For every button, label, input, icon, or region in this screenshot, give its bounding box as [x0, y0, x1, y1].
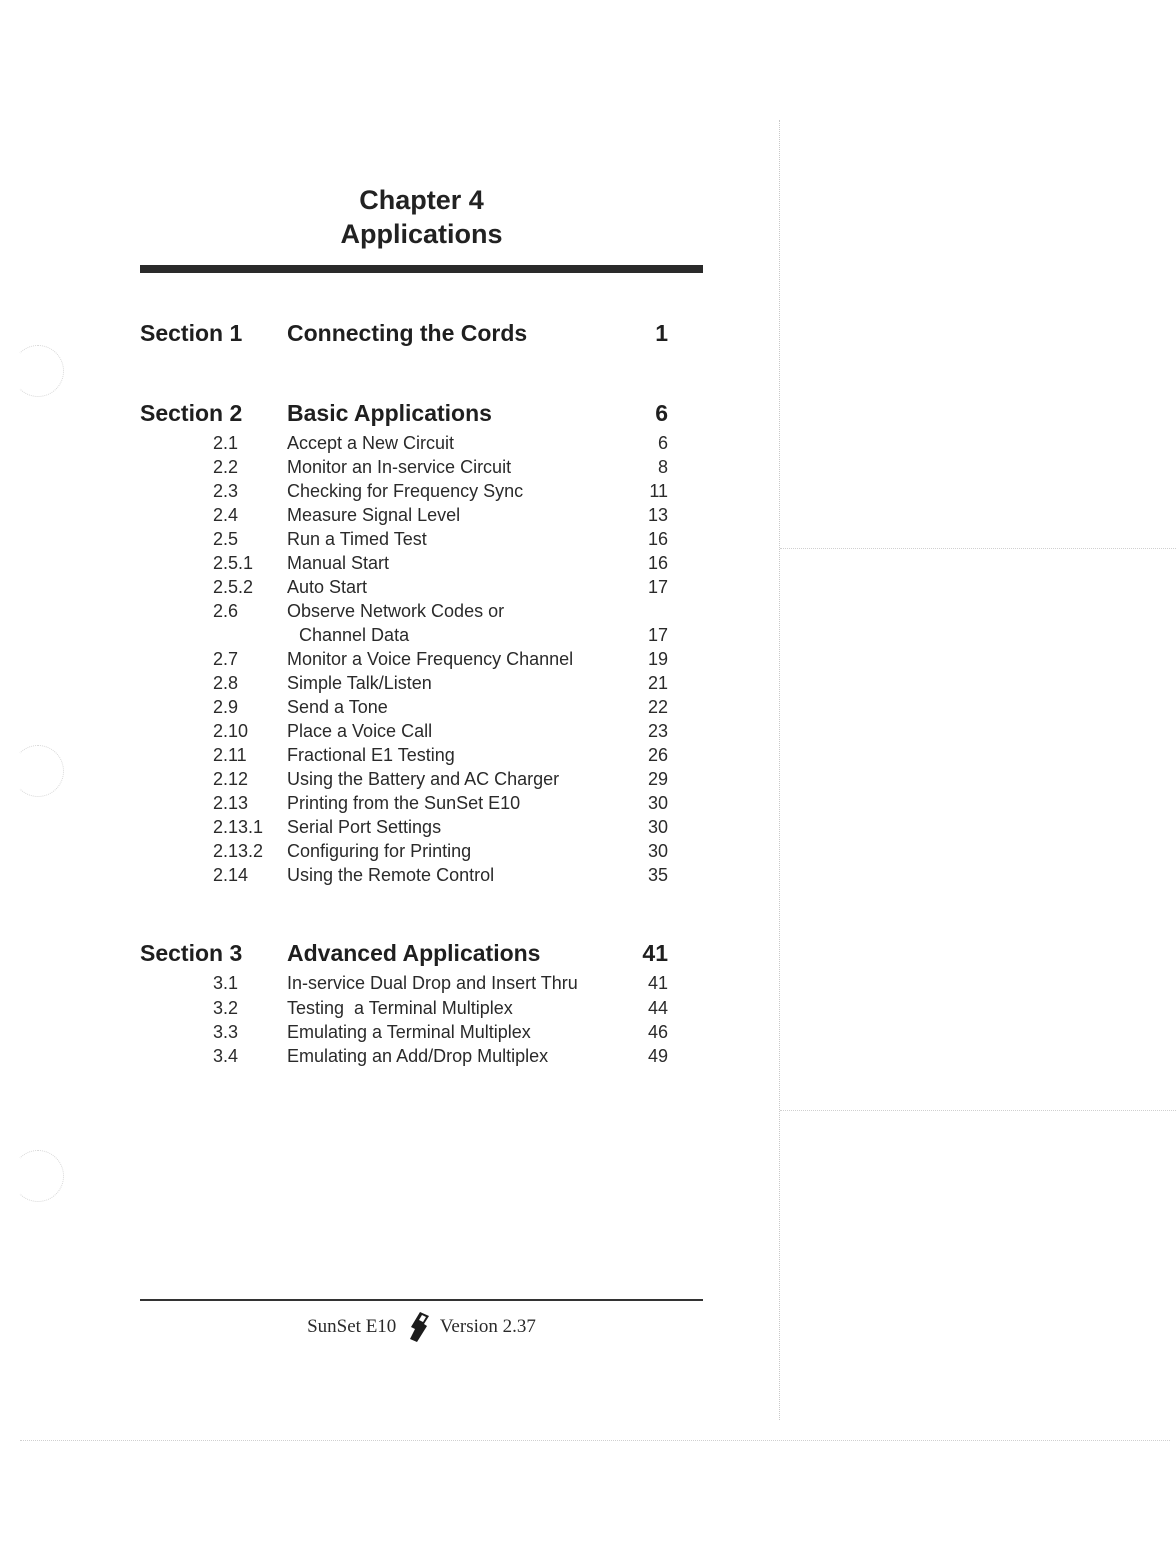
- scan-fold-line: [779, 120, 780, 1420]
- section-title: Basic Applications: [287, 400, 492, 426]
- entry-page: 30: [647, 817, 668, 837]
- entry-page: 44: [647, 998, 668, 1018]
- entry-number: 2.1: [213, 433, 239, 453]
- entry-number: 3.2: [213, 998, 239, 1018]
- entry-title: Manual Start: [287, 553, 390, 573]
- entry-number: 2.7: [213, 649, 239, 669]
- entry-number: 2.3: [213, 481, 239, 501]
- section-title: Advanced Applications: [287, 940, 541, 966]
- chapter-heading: [140, 183, 703, 251]
- entry-title: Printing from the SunSet E10: [287, 793, 521, 813]
- entry-number: 2.13.1: [213, 817, 264, 837]
- entry-page: 29: [647, 769, 668, 789]
- section-label: Section 2: [140, 400, 243, 426]
- chapter-title: Applications: [340, 219, 503, 249]
- entry-number: 2.12: [213, 769, 249, 789]
- footer-product: SunSet E10: [307, 1316, 397, 1337]
- entry-number: 3.3: [213, 1022, 239, 1042]
- entry-title: Fractional E1 Testing: [287, 745, 455, 765]
- entry-title: Using the Battery and AC Charger: [287, 769, 560, 789]
- sunset-handset-logo-icon: [405, 1310, 431, 1344]
- entry-number: 2.2: [213, 457, 239, 477]
- entry-number: 3.1: [213, 973, 239, 993]
- entry-title: Place a Voice Call: [287, 721, 433, 741]
- entry-number: 2.10: [213, 721, 249, 741]
- entry-page: 16: [647, 553, 668, 573]
- entry-page: 8: [657, 457, 668, 477]
- entry-number: 2.13.2: [213, 841, 264, 861]
- entry-page: 26: [647, 745, 668, 765]
- entry-number: 2.11: [213, 745, 247, 765]
- entry-page: 30: [647, 793, 668, 813]
- section-label: Section 1: [140, 320, 243, 346]
- entry-title: Emulating an Add/Drop Multiplex: [287, 1046, 549, 1066]
- binder-hole-mark: [12, 345, 64, 397]
- entry-title: Checking for Frequency Sync: [287, 481, 524, 501]
- entry-page: 21: [647, 673, 668, 693]
- entry-number: 2.8: [213, 673, 239, 693]
- entry-page: 6: [657, 433, 668, 453]
- entry-number: 2.13: [213, 793, 249, 813]
- entry-title: Testing a Terminal Multiplex: [287, 998, 513, 1018]
- scan-artifact-line: [780, 548, 1176, 549]
- entry-title: Monitor a Voice Frequency Channel: [287, 649, 574, 669]
- entry-page: 13: [647, 505, 668, 525]
- section-page: 1: [655, 320, 668, 346]
- footer-rule: [140, 1299, 703, 1301]
- entry-page: 30: [647, 841, 668, 861]
- section-page: 6: [655, 400, 668, 426]
- entry-page: 35: [647, 865, 668, 885]
- entry-number: 2.5.1: [213, 553, 254, 573]
- scan-artifact-line: [20, 1440, 1170, 1441]
- entry-title: Send a Tone: [287, 697, 388, 717]
- entry-page: 49: [647, 1046, 668, 1066]
- entry-number: 2.4: [213, 505, 239, 525]
- entry-title: Auto Start: [287, 577, 368, 597]
- entry-page: 11: [649, 481, 668, 501]
- entry-title: Emulating a Terminal Multiplex: [287, 1022, 531, 1042]
- entry-number: 3.4: [213, 1046, 239, 1066]
- entry-number: 2.6: [213, 601, 239, 621]
- entry-title: Configuring for Printing: [287, 841, 472, 861]
- entry-page: 16: [647, 529, 668, 549]
- entry-title-continued: Channel Data: [299, 625, 410, 645]
- section-label: Section 3: [140, 940, 243, 966]
- entry-page: 17: [647, 577, 668, 597]
- entry-title: Measure Signal Level: [287, 505, 461, 525]
- entry-title: Accept a New Circuit: [287, 433, 455, 453]
- binder-hole-mark: [12, 745, 64, 797]
- entry-number: 2.9: [213, 697, 239, 717]
- entry-page: 17: [647, 625, 668, 645]
- entry-page: 19: [647, 649, 668, 669]
- entry-page: 46: [647, 1022, 668, 1042]
- entry-title: In-service Dual Drop and Insert Thru: [287, 973, 578, 993]
- entry-page: 22: [647, 697, 668, 717]
- entry-number: 2.5.2: [213, 577, 254, 597]
- heading-rule: [140, 265, 703, 273]
- entry-title: Monitor an In-service Circuit: [287, 457, 512, 477]
- entry-number: 2.5: [213, 529, 239, 549]
- entry-title: Serial Port Settings: [287, 817, 442, 837]
- entry-number: 2.14: [213, 865, 249, 885]
- scan-artifact-line: [780, 1110, 1176, 1111]
- entry-title: Observe Network Codes or: [287, 601, 505, 621]
- binder-hole-mark: [12, 1150, 64, 1202]
- page-footer: [140, 1310, 703, 1344]
- entry-title: Simple Talk/Listen: [287, 673, 432, 693]
- chapter-number: Chapter 4: [359, 185, 484, 215]
- footer-version: Version 2.37: [439, 1316, 536, 1337]
- entry-title: Using the Remote Control: [287, 865, 495, 885]
- section-title: Connecting the Cords: [287, 320, 528, 346]
- entry-title: Run a Timed Test: [287, 529, 427, 549]
- entry-page: 41: [647, 973, 668, 993]
- section-page: 41: [642, 940, 668, 966]
- entry-page: 23: [647, 721, 668, 741]
